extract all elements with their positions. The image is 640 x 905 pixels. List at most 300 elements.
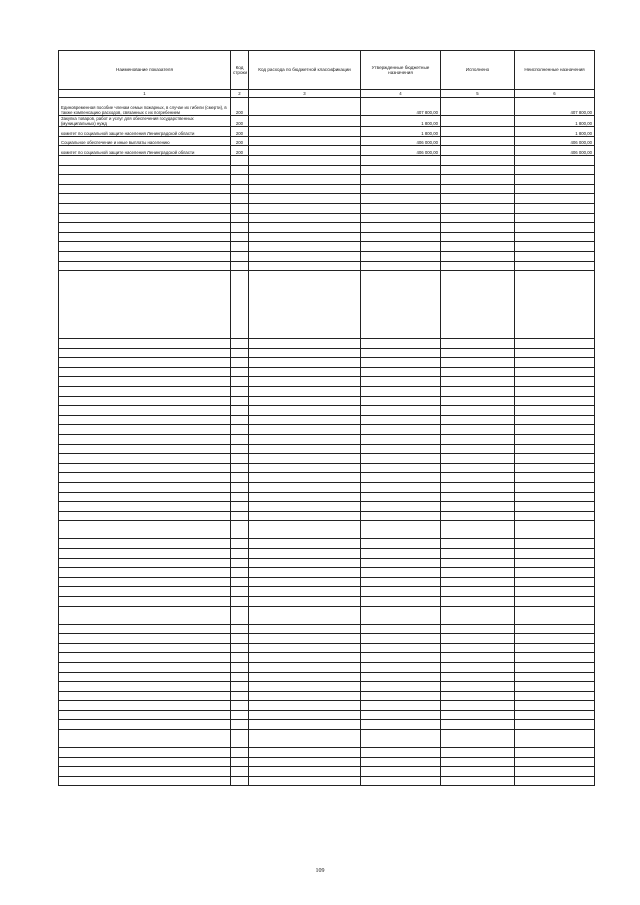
row-indicator-name: [59, 454, 231, 464]
row-approved-amount: [361, 406, 441, 416]
row-line-code: [231, 710, 249, 720]
row-approved-amount: [361, 203, 441, 213]
row-line-code: [231, 502, 249, 512]
row-remaining-amount: [515, 558, 595, 568]
row-classification-code: [249, 463, 361, 473]
table-row: [59, 748, 595, 758]
table-row: [59, 435, 595, 445]
row-classification-code: [249, 367, 361, 377]
row-executed-amount: [441, 730, 515, 748]
row-classification-code: [249, 730, 361, 748]
row-remaining-amount: [515, 387, 595, 397]
row-indicator-name: [59, 473, 231, 483]
table-row: [59, 672, 595, 682]
row-classification-code: [249, 511, 361, 521]
row-approved-amount: [361, 662, 441, 672]
row-classification-code: [249, 748, 361, 758]
table-row: [59, 271, 595, 339]
row-executed-amount: [441, 136, 515, 146]
table-row: [59, 643, 595, 653]
row-classification-code: [249, 483, 361, 493]
row-line-code: 200: [231, 136, 249, 146]
row-classification-code: [249, 155, 361, 165]
row-executed-amount: [441, 672, 515, 682]
row-approved-amount: [361, 568, 441, 578]
row-line-code: [231, 194, 249, 204]
row-approved-amount: [361, 155, 441, 165]
row-executed-amount: [441, 358, 515, 368]
row-line-code: 200: [231, 127, 249, 137]
table-row: [59, 568, 595, 578]
table-row: [59, 463, 595, 473]
row-executed-amount: [441, 748, 515, 758]
row-executed-amount: [441, 406, 515, 416]
row-executed-amount: [441, 377, 515, 387]
row-indicator-name: [59, 232, 231, 242]
table-row: [59, 175, 595, 185]
row-executed-amount: [441, 511, 515, 521]
table-row: [59, 521, 595, 539]
row-indicator-name: [59, 251, 231, 261]
row-indicator-name: [59, 720, 231, 730]
row-executed-amount: [441, 396, 515, 406]
row-line-code: 200: [231, 98, 249, 116]
row-line-code: [231, 691, 249, 701]
row-executed-amount: [441, 261, 515, 271]
row-approved-amount: [361, 710, 441, 720]
row-classification-code: [249, 396, 361, 406]
header-unexecuted-appropriations: Неисполненные назначения: [515, 51, 595, 90]
row-approved-amount: [361, 425, 441, 435]
row-classification-code: [249, 720, 361, 730]
row-classification-code: [249, 672, 361, 682]
table-row: [59, 339, 595, 349]
row-line-code: [231, 261, 249, 271]
row-line-code: [231, 587, 249, 597]
table-row: [59, 194, 595, 204]
row-classification-code: [249, 98, 361, 116]
row-approved-amount: [361, 232, 441, 242]
row-indicator-name: [59, 662, 231, 672]
table-row: [59, 377, 595, 387]
row-classification-code: [249, 435, 361, 445]
row-remaining-amount: [515, 213, 595, 223]
row-indicator-name: [59, 435, 231, 445]
table-row: [59, 232, 595, 242]
row-approved-amount: [361, 577, 441, 587]
row-approved-amount: [361, 682, 441, 692]
row-approved-amount: [361, 558, 441, 568]
row-remaining-amount: [515, 473, 595, 483]
row-remaining-amount: [515, 194, 595, 204]
row-executed-amount: [441, 98, 515, 116]
row-executed-amount: [441, 701, 515, 711]
row-executed-amount: [441, 596, 515, 606]
table-row: [59, 720, 595, 730]
table-row: [59, 415, 595, 425]
row-indicator-name: [59, 377, 231, 387]
column-number: 3: [249, 90, 361, 98]
row-approved-amount: 1 800,00: [361, 127, 441, 137]
row-executed-amount: [441, 194, 515, 204]
row-approved-amount: [361, 435, 441, 445]
row-line-code: [231, 767, 249, 777]
row-classification-code: [249, 136, 361, 146]
table-row: [59, 634, 595, 644]
row-line-code: [231, 473, 249, 483]
row-approved-amount: [361, 223, 441, 233]
row-executed-amount: [441, 367, 515, 377]
row-indicator-name: [59, 701, 231, 711]
row-executed-amount: [441, 271, 515, 339]
row-remaining-amount: [515, 748, 595, 758]
row-indicator-name: [59, 587, 231, 597]
table-row: [59, 473, 595, 483]
row-line-code: [231, 492, 249, 502]
column-number: 5: [441, 90, 515, 98]
header-line-code: Код строки: [231, 51, 249, 90]
row-line-code: [231, 776, 249, 786]
row-approved-amount: [361, 720, 441, 730]
row-remaining-amount: [515, 757, 595, 767]
row-approved-amount: [361, 261, 441, 271]
row-line-code: [231, 634, 249, 644]
table-row: [59, 511, 595, 521]
row-classification-code: [249, 624, 361, 634]
row-line-code: [231, 682, 249, 692]
row-executed-amount: [441, 444, 515, 454]
row-remaining-amount: [515, 539, 595, 549]
table-row: [59, 127, 595, 137]
table-row: [59, 242, 595, 252]
row-indicator-name: [59, 606, 231, 624]
row-classification-code: [249, 568, 361, 578]
row-indicator-name: [59, 710, 231, 720]
row-approved-amount: [361, 730, 441, 748]
row-classification-code: [249, 492, 361, 502]
row-line-code: [231, 720, 249, 730]
row-classification-code: [249, 261, 361, 271]
row-remaining-amount: [515, 776, 595, 786]
row-indicator-name: комитет по социальной защите населения Ленинградской области: [59, 127, 231, 137]
row-line-code: [231, 377, 249, 387]
row-approved-amount: [361, 492, 441, 502]
row-executed-amount: [441, 539, 515, 549]
row-approved-amount: [361, 643, 441, 653]
row-remaining-amount: 1 800,00: [515, 127, 595, 137]
table-row: [59, 558, 595, 568]
row-indicator-name: [59, 730, 231, 748]
row-remaining-amount: [515, 577, 595, 587]
table-row: [59, 492, 595, 502]
row-indicator-name: [59, 184, 231, 194]
row-approved-amount: [361, 415, 441, 425]
row-line-code: [231, 624, 249, 634]
row-classification-code: [249, 406, 361, 416]
row-line-code: [231, 748, 249, 758]
row-approved-amount: [361, 511, 441, 521]
table-row: [59, 396, 595, 406]
row-approved-amount: [361, 463, 441, 473]
row-classification-code: [249, 358, 361, 368]
budget-execution-table: [58, 50, 595, 786]
row-remaining-amount: [515, 502, 595, 512]
row-indicator-name: [59, 223, 231, 233]
table-row: [59, 606, 595, 624]
table-row: [59, 539, 595, 549]
row-executed-amount: [441, 691, 515, 701]
table-row: [59, 98, 595, 116]
row-indicator-name: [59, 194, 231, 204]
table-row: [59, 406, 595, 416]
row-indicator-name: [59, 511, 231, 521]
row-executed-amount: [441, 720, 515, 730]
table-row: [59, 213, 595, 223]
row-line-code: [231, 175, 249, 185]
row-line-code: [231, 425, 249, 435]
row-executed-amount: [441, 710, 515, 720]
row-indicator-name: [59, 691, 231, 701]
row-remaining-amount: [515, 492, 595, 502]
row-remaining-amount: [515, 242, 595, 252]
row-remaining-amount: [515, 175, 595, 185]
row-executed-amount: [441, 757, 515, 767]
row-classification-code: [249, 223, 361, 233]
row-line-code: [231, 672, 249, 682]
row-remaining-amount: [515, 672, 595, 682]
table-row: [59, 730, 595, 748]
column-number: 4: [361, 90, 441, 98]
row-indicator-name: [59, 406, 231, 416]
row-executed-amount: [441, 682, 515, 692]
table-row: [59, 710, 595, 720]
row-classification-code: [249, 539, 361, 549]
row-classification-code: [249, 682, 361, 692]
row-line-code: [231, 643, 249, 653]
row-approved-amount: [361, 339, 441, 349]
row-executed-amount: [441, 339, 515, 349]
row-classification-code: [249, 184, 361, 194]
row-classification-code: [249, 339, 361, 349]
row-remaining-amount: [515, 730, 595, 748]
row-remaining-amount: [515, 261, 595, 271]
table-header-row: [59, 51, 595, 90]
row-indicator-name: [59, 596, 231, 606]
table-row: [59, 653, 595, 663]
row-executed-amount: [441, 548, 515, 558]
row-executed-amount: [441, 463, 515, 473]
row-line-code: [231, 396, 249, 406]
row-indicator-name: Закупка товаров, работ и услуг для обеспечения государственных (муниципальных) нужд: [59, 116, 231, 127]
row-indicator-name: [59, 165, 231, 175]
row-classification-code: [249, 757, 361, 767]
row-approved-amount: [361, 634, 441, 644]
row-indicator-name: [59, 577, 231, 587]
row-remaining-amount: [515, 634, 595, 644]
row-remaining-amount: [515, 396, 595, 406]
row-executed-amount: [441, 767, 515, 777]
row-line-code: [231, 367, 249, 377]
row-executed-amount: [441, 232, 515, 242]
table-row: [59, 223, 595, 233]
column-number: 6: [515, 90, 595, 98]
table-row: [59, 483, 595, 493]
row-approved-amount: [361, 444, 441, 454]
row-indicator-name: [59, 175, 231, 185]
row-classification-code: [249, 577, 361, 587]
row-executed-amount: [441, 223, 515, 233]
row-approved-amount: [361, 175, 441, 185]
table-row: [59, 165, 595, 175]
row-indicator-name: [59, 757, 231, 767]
table-row: [59, 701, 595, 711]
row-executed-amount: [441, 662, 515, 672]
row-approved-amount: [361, 184, 441, 194]
row-indicator-name: [59, 748, 231, 758]
row-remaining-amount: [515, 367, 595, 377]
row-indicator-name: [59, 271, 231, 339]
row-line-code: [231, 155, 249, 165]
row-approved-amount: [361, 348, 441, 358]
table-row: [59, 387, 595, 397]
row-indicator-name: [59, 767, 231, 777]
row-approved-amount: [361, 483, 441, 493]
row-line-code: [231, 653, 249, 663]
row-remaining-amount: [515, 454, 595, 464]
row-approved-amount: 406 000,00: [361, 136, 441, 146]
row-approved-amount: [361, 367, 441, 377]
row-executed-amount: [441, 184, 515, 194]
table-row: [59, 624, 595, 634]
row-executed-amount: [441, 146, 515, 156]
row-executed-amount: [441, 387, 515, 397]
table-row: [59, 548, 595, 558]
row-indicator-name: [59, 643, 231, 653]
row-executed-amount: [441, 521, 515, 539]
row-classification-code: [249, 348, 361, 358]
row-line-code: [231, 415, 249, 425]
row-remaining-amount: 406 000,00: [515, 136, 595, 146]
row-approved-amount: [361, 242, 441, 252]
row-line-code: [231, 358, 249, 368]
row-line-code: [231, 165, 249, 175]
row-remaining-amount: 1 800,00: [515, 116, 595, 127]
row-approved-amount: [361, 701, 441, 711]
row-executed-amount: [441, 435, 515, 445]
row-approved-amount: [361, 502, 441, 512]
row-line-code: 200: [231, 146, 249, 156]
row-line-code: [231, 757, 249, 767]
table-row: [59, 444, 595, 454]
row-line-code: [231, 406, 249, 416]
table-body: [59, 98, 595, 786]
row-classification-code: [249, 242, 361, 252]
row-indicator-name: [59, 502, 231, 512]
row-classification-code: [249, 653, 361, 663]
row-indicator-name: [59, 444, 231, 454]
table-row: [59, 251, 595, 261]
row-line-code: [231, 223, 249, 233]
row-classification-code: [249, 127, 361, 137]
row-indicator-name: [59, 339, 231, 349]
row-approved-amount: [361, 358, 441, 368]
row-indicator-name: [59, 415, 231, 425]
row-indicator-name: Социальное обеспечение и иные выплаты населению: [59, 136, 231, 146]
row-approved-amount: [361, 757, 441, 767]
row-remaining-amount: [515, 624, 595, 634]
row-line-code: [231, 213, 249, 223]
row-remaining-amount: [515, 691, 595, 701]
row-remaining-amount: [515, 710, 595, 720]
table-row: [59, 261, 595, 271]
row-executed-amount: [441, 203, 515, 213]
row-indicator-name: [59, 682, 231, 692]
row-remaining-amount: [515, 435, 595, 445]
row-indicator-name: [59, 348, 231, 358]
row-approved-amount: [361, 271, 441, 339]
row-line-code: [231, 242, 249, 252]
row-approved-amount: [361, 194, 441, 204]
row-classification-code: [249, 387, 361, 397]
row-remaining-amount: [515, 662, 595, 672]
row-indicator-name: [59, 672, 231, 682]
row-classification-code: [249, 558, 361, 568]
table-row: [59, 662, 595, 672]
row-approved-amount: [361, 454, 441, 464]
row-executed-amount: [441, 454, 515, 464]
row-approved-amount: [361, 587, 441, 597]
row-classification-code: [249, 175, 361, 185]
row-approved-amount: [361, 672, 441, 682]
row-line-code: [231, 454, 249, 464]
row-executed-amount: [441, 624, 515, 634]
row-indicator-name: [59, 425, 231, 435]
row-remaining-amount: [515, 377, 595, 387]
row-indicator-name: [59, 261, 231, 271]
row-line-code: [231, 701, 249, 711]
row-indicator-name: [59, 653, 231, 663]
row-approved-amount: 1 800,00: [361, 116, 441, 127]
row-remaining-amount: [515, 155, 595, 165]
row-line-code: [231, 568, 249, 578]
row-classification-code: [249, 194, 361, 204]
row-classification-code: [249, 213, 361, 223]
row-executed-amount: [441, 348, 515, 358]
row-remaining-amount: [515, 348, 595, 358]
row-line-code: [231, 251, 249, 261]
table-row: [59, 136, 595, 146]
row-remaining-amount: [515, 271, 595, 339]
row-remaining-amount: 406 000,00: [515, 146, 595, 156]
row-executed-amount: [441, 155, 515, 165]
row-executed-amount: [441, 643, 515, 653]
row-remaining-amount: [515, 232, 595, 242]
row-remaining-amount: [515, 463, 595, 473]
row-remaining-amount: [515, 767, 595, 777]
row-line-code: [231, 271, 249, 339]
page-number: 109: [315, 868, 325, 874]
row-approved-amount: [361, 624, 441, 634]
row-classification-code: [249, 473, 361, 483]
row-remaining-amount: [515, 358, 595, 368]
row-remaining-amount: [515, 223, 595, 233]
row-remaining-amount: [515, 720, 595, 730]
row-indicator-name: [59, 203, 231, 213]
row-executed-amount: [441, 606, 515, 624]
row-executed-amount: [441, 492, 515, 502]
row-line-code: [231, 548, 249, 558]
row-remaining-amount: 407 800,00: [515, 98, 595, 116]
